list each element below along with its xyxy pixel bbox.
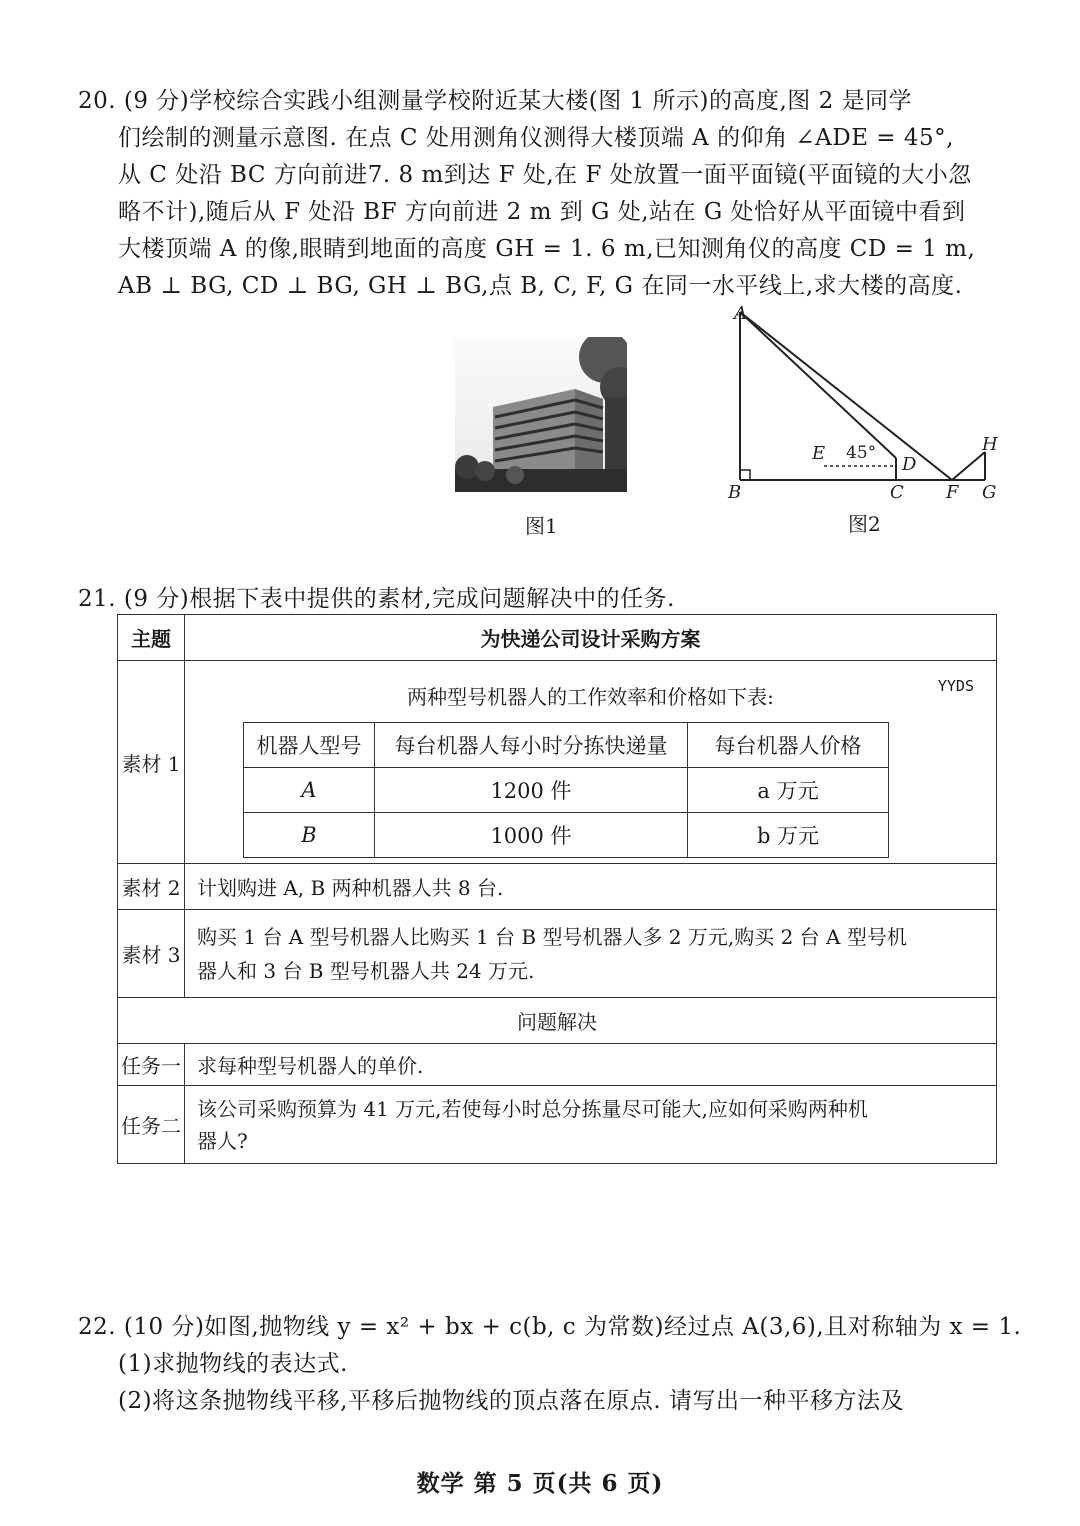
row-b-price: b 万元 bbox=[688, 812, 889, 857]
material-3-line-1: 购买 1 台 A 型号机器人比购买 1 台 B 型号机器人多 2 万元,购买 2 台 A 型号机 bbox=[197, 924, 907, 949]
material-3-cell bbox=[185, 910, 997, 998]
task-2-cell bbox=[185, 1086, 997, 1164]
q22-line-3: (2)将这条抛物线平移,平移后抛物线的顶点落在原点. 请写出一种平移方法及 bbox=[118, 1388, 905, 1414]
label-A: A bbox=[734, 303, 747, 324]
task-1-label: 任务一 bbox=[118, 1044, 185, 1086]
col-header-throughput: 每台机器人每小时分拣快递量 bbox=[375, 722, 688, 767]
q20-line-1: 20. (9 分)学校综合实践小组测量学校附近某大楼(图 1 所示)的高度,图 2 是同学 bbox=[78, 88, 913, 114]
q21-intro: 21. (9 分)根据下表中提供的素材,完成问题解决中的任务. bbox=[78, 586, 675, 612]
procurement-table bbox=[117, 614, 997, 1164]
label-H: H bbox=[982, 434, 998, 455]
q20-line-2: 们绘制的测量示意图. 在点 C 处用测角仪测得大楼顶端 A 的仰角 ∠ADE = 45°, bbox=[118, 125, 954, 151]
label-G: G bbox=[982, 482, 997, 503]
header-label: 主题 bbox=[118, 615, 185, 661]
task-2-line-1: 该公司采购预算为 41 万元,若使每小时总分拣量尽可能大,应如何采购两种机 bbox=[197, 1096, 868, 1121]
row-a-model: A bbox=[244, 767, 375, 812]
building-photo bbox=[455, 337, 627, 492]
task-2-label: 任务二 bbox=[118, 1086, 185, 1164]
label-C: C bbox=[890, 482, 904, 503]
robot-spec-table bbox=[243, 722, 889, 858]
material-1-label: 素材 1 bbox=[118, 661, 185, 864]
row-a-throughput: 1200 件 bbox=[375, 767, 688, 812]
row-b-throughput: 1000 件 bbox=[375, 812, 688, 857]
measurement-diagram bbox=[720, 300, 1010, 510]
q22-line-2: (1)求抛物线的表达式. bbox=[118, 1351, 348, 1377]
task-1-text: 求每种型号机器人的单价. bbox=[185, 1044, 997, 1086]
row-b-model: B bbox=[244, 812, 375, 857]
label-B: B bbox=[728, 482, 742, 503]
fig2-caption: 图2 bbox=[848, 512, 881, 536]
task-2-line-2: 器人? bbox=[197, 1128, 248, 1153]
row-a-price: a 万元 bbox=[688, 767, 889, 812]
material-3-label: 素材 3 bbox=[118, 910, 185, 998]
header-title: 为快递公司设计采购方案 bbox=[185, 615, 997, 661]
material-2-label: 素材 2 bbox=[118, 864, 185, 910]
q22-line-1: 22. (10 分)如图,抛物线 y = x² + bx + c(b, c 为常数)经过点 A(3,6),且对称轴为 x = 1. bbox=[78, 1314, 1022, 1340]
angle-label: 45° bbox=[846, 443, 877, 463]
label-F: F bbox=[946, 482, 959, 503]
problem-solving-title: 问题解决 bbox=[118, 998, 997, 1044]
col-header-price: 每台机器人价格 bbox=[688, 722, 889, 767]
material-1-cell bbox=[185, 661, 997, 864]
material-3-line-2: 器人和 3 台 B 型号机器人共 24 万元. bbox=[197, 958, 535, 983]
q20-line-6: AB ⊥ BG, CD ⊥ BG, GH ⊥ BG,点 B, C, F, G 在同一水平线上,求大楼的高度. bbox=[118, 273, 963, 299]
col-header-model: 机器人型号 bbox=[244, 722, 375, 767]
label-D: D bbox=[902, 454, 917, 475]
page-footer: 数学 第 5 页(共 6 页) bbox=[416, 1470, 664, 1497]
label-E: E bbox=[812, 443, 826, 464]
q20-line-4: 略不计),随后从 F 处沿 BF 方向前进 2 m 到 G 处,站在 G 处恰好从平面镜中看到 bbox=[118, 199, 966, 225]
material-2-text: 计划购进 A, B 两种机器人共 8 台. bbox=[185, 864, 997, 910]
q20-line-3: 从 C 处沿 BC 方向前进7. 8 m到达 F 处,在 F 处放置一面平面镜(平面镜的大小忽 bbox=[118, 162, 972, 188]
fig1-caption: 图1 bbox=[525, 514, 558, 538]
q20-line-5: 大楼顶端 A 的像,眼睛到地面的高度 GH = 1. 6 m,已知测角仪的高度 CD = 1 m, bbox=[118, 236, 976, 262]
watermark: YYDS bbox=[937, 677, 974, 695]
material-1-caption: 两种型号机器人的工作效率和价格如下表: bbox=[407, 684, 774, 709]
